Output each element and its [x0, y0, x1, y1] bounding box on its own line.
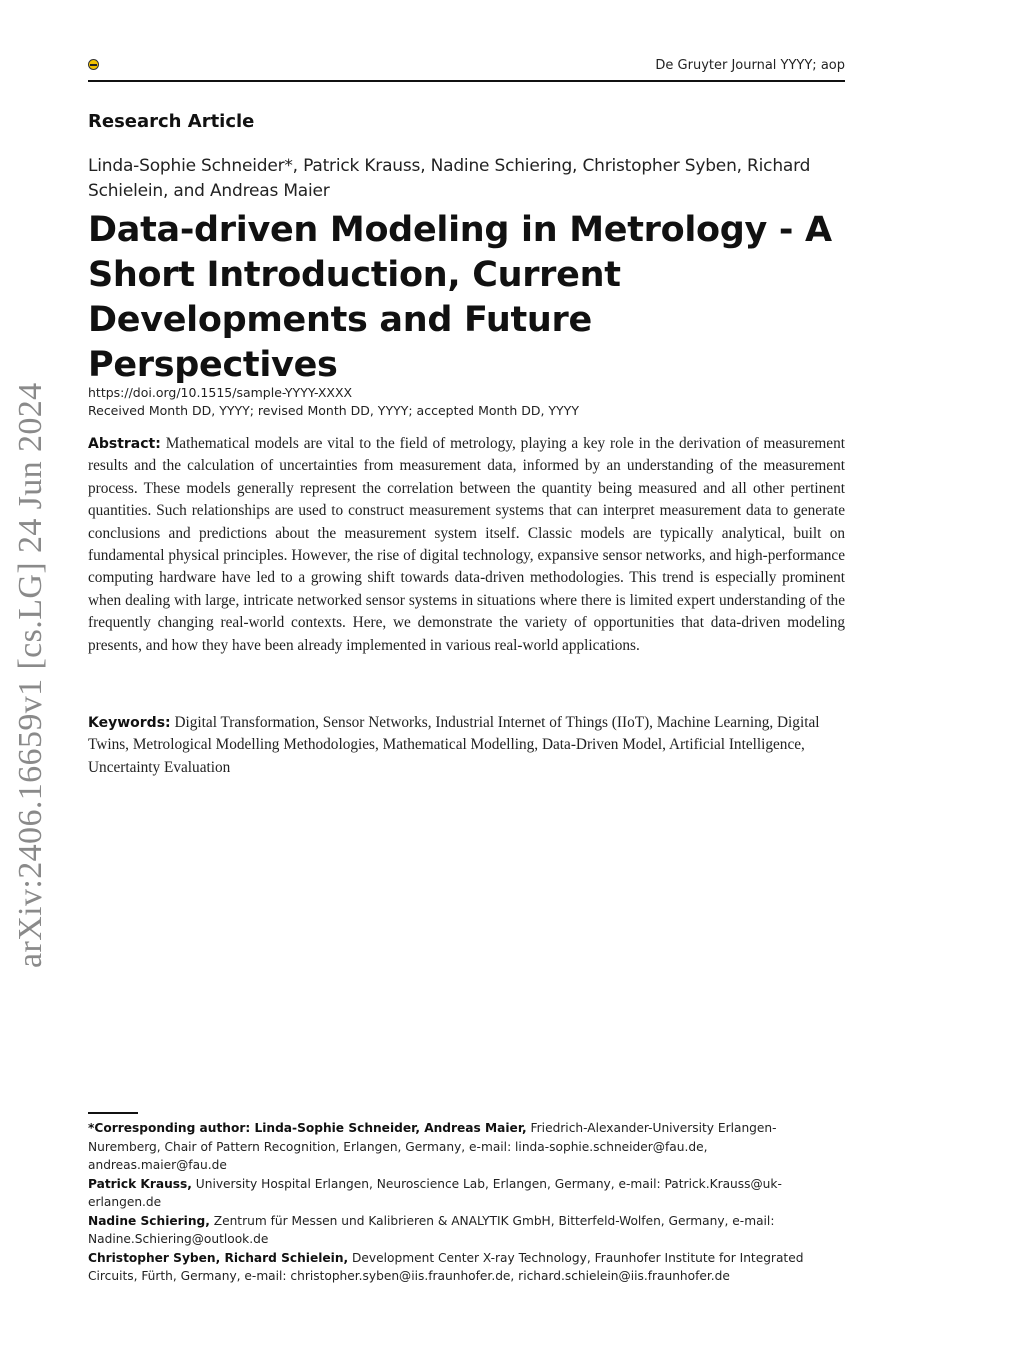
keywords-text: Digital Transformation, Sensor Networks, Industrial Internet of Things (IIoT), Machine Learning, Digital Twins, Metrological Modelling Methodologies, Mathematical Modelling, Data-Driven Model, Artificial Intelligence, Uncertainty Evaluation: [88, 714, 820, 776]
footnote-rule: [88, 1112, 138, 1114]
degruyter-logo-icon: [88, 59, 99, 70]
abstract: [88, 433, 845, 657]
footnote-author: [88, 1212, 848, 1249]
footnote-affiliation: Friedrich-Alexander-University Erlangen-Nuremberg, Chair of Pattern Recognition, Erlangen, Germany, e-mail: linda-sophie.schneider@fau.de, andreas.maier@fau.de: [88, 1121, 777, 1172]
footnote-author: [88, 1249, 848, 1286]
abstract-text: Mathematical models are vital to the field of metrology, playing a key role in the derivation of measurement results and the calculation of uncertainties from measurement data, informed by an understanding of the measurement process. These models generally represent the correlation between the quantity being measured and all other pertinent quantities. Such relationships are used to construct measurement systems that can interpret measurement data to generate conclusions and predictions about the measurement system itself. Classic models are typically analytical, built on fundamental physical principles. However, the rise of digital technology, expansive sensor networks, and high-performance computing hardware have led to a growing shift towards data-driven methodologies. This trend is especially prominent when dealing with large, intricate networked sensor systems in situations where there is limited expert understanding of the frequently changing real-world contexts. Here, we demonstrate the variety of opportunities that data-driven modeling presents, and how they have been already implemented in various real-world applications.: [88, 435, 845, 654]
received-dates: Received Month DD, YYYY; revised Month DD, YYYY; accepted Month DD, YYYY: [88, 403, 579, 418]
arxiv-identifier-stamp: arXiv:2406.16659v1 [cs.LG] 24 Jun 2024: [12, 382, 49, 968]
keywords-label: Keywords:: [88, 715, 171, 731]
footnote-corresponding-author: [88, 1119, 848, 1175]
footnote-authors: Christopher Syben, Richard Schielein,: [88, 1250, 349, 1265]
paper-title: Data-driven Modeling in Metrology - A Short Introduction, Current Developments and Future Perspectives: [88, 210, 832, 385]
journal-name: De Gruyter Journal YYYY; aop: [655, 58, 845, 73]
abstract-label: Abstract:: [88, 436, 161, 452]
article-type: Research Article: [88, 111, 255, 132]
footnote-affiliation: University Hospital Erlangen, Neuroscience Lab, Erlangen, Germany, e-mail: Patrick.Krauss@uk-erlangen.de: [88, 1176, 782, 1209]
footnote-authors: *Corresponding author: Linda-Sophie Schneider, Andreas Maier,: [88, 1121, 527, 1135]
header-rule: [88, 80, 845, 82]
footnote-authors: Patrick Krauss,: [88, 1176, 192, 1191]
footnote-affiliation: Zentrum für Messen und Kalibrieren & ANALYTIK GmbH, Bitterfeld-Wolfen, Germany, e-mail: Nadine.Schiering@outlook.de: [88, 1213, 775, 1246]
keywords: [88, 712, 845, 779]
footnote-author: [88, 1175, 848, 1212]
author-list: Linda-Sophie Schneider*, Patrick Krauss, Nadine Schiering, Christopher Syben, Richard Schielein, and Andreas Maier: [88, 156, 811, 201]
doi-link[interactable]: https://doi.org/10.1515/sample-YYYY-XXXX: [88, 385, 353, 400]
footnote-authors: Nadine Schiering,: [88, 1213, 210, 1228]
footnotes: [88, 1119, 848, 1286]
footnote-affiliation: Development Center X-ray Technology, Fraunhofer Institute for Integrated Circuits, Fürth, Germany, e-mail: christopher.syben@iis.fraunhofer.de, richard.schielein@iis.fraunhofer.de: [88, 1250, 804, 1283]
